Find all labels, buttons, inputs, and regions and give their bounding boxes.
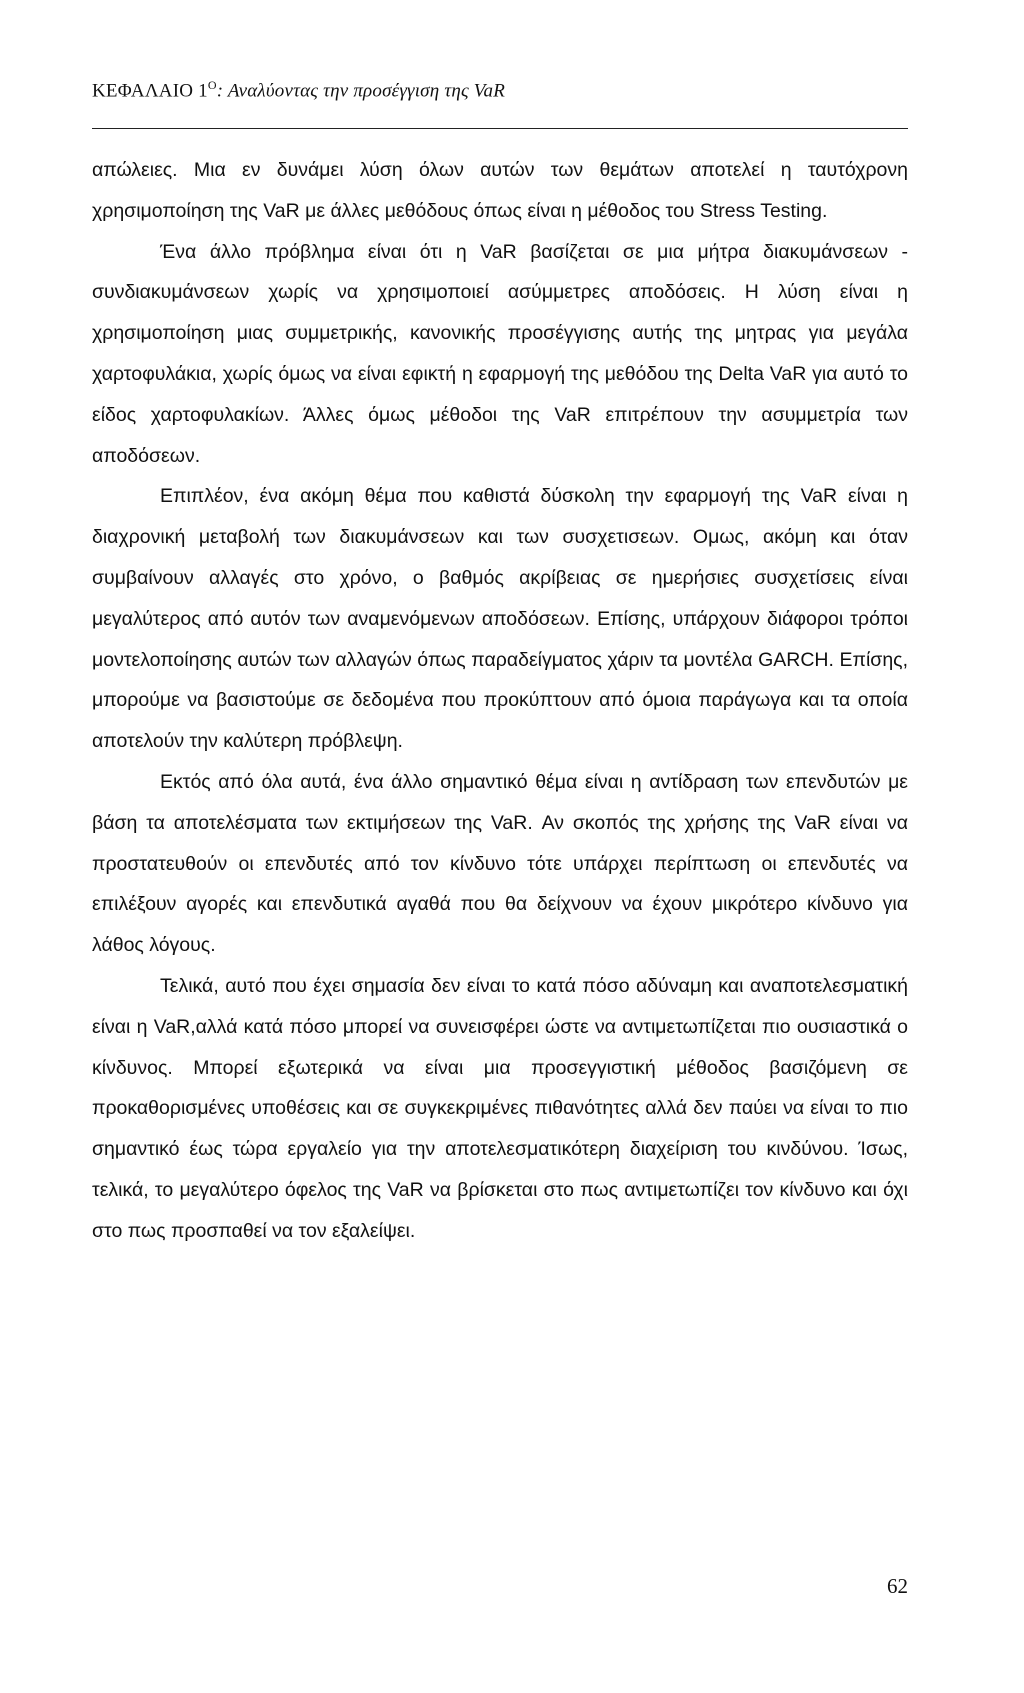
chapter-label: ΚΕΦΑΛΑΙΟ 1 [92, 80, 208, 102]
paragraph-3: Επιπλέον, ένα ακόμη θέμα που καθιστά δύσκολη την εφαρμογή της VaR είναι η διαχρονική μεταβολή των διακυμάνσεων και των συσχετισεων. Ομως, ακόμη και όταν συμβαίνουν αλλαγές στο χρόνο, ο βαθμός ακρίβειας σε ημερήσιες συσχετίσεις είναι μεγαλύτερος από αυτόν των αναμενόμενων αποδόσεων. Επίσης, υπάρχουν διάφοροι τρόποι μοντελοποίησης αυτών των αλλαγών όπως παραδείγματος χάριν τα μοντέλα GARCH. Επίσης, μπορούμε να βασιστούμε σε δεδομένα που προκύπτουν από όμοια παράγωγα και τα οποία αποτελούν την καλύτερη πρόβλεψη. [92, 485, 908, 753]
body-text [92, 150, 908, 1252]
paragraph-4: Εκτός από όλα αυτά, ένα άλλο σημαντικό θέμα είναι η αντίδραση των επενδυτών με βάση τα αποτελέσματα των εκτιμήσεων της VaR. Αν σκοπός της χρήσης της VaR είναι να προστατευθούν οι επενδυτές από τον κίνδυνο τότε υπάρχει περίπτωση οι επενδυτές να επιλέξουν αγορές και επενδυτικά αγαθά που θα δείχνουν να έχουν μικρότερο κίνδυνο για λάθος λόγους. [92, 770, 908, 957]
paragraph-1: απώλειες. Μια εν δυνάμει λύση όλων αυτών των θεμάτων αποτελεί η ταυτόχρονη χρησιμοποίηση της VaR με άλλες μεθόδους όπως είναι η μέθοδος του Stress Testing. [92, 159, 908, 222]
chapter-superscript: Ο [207, 78, 217, 92]
chapter-subtitle: : Αναλύοντας την προσέγγιση της VaR [216, 80, 506, 102]
page-number: 62 [887, 1574, 908, 1598]
header-rule [92, 128, 908, 129]
running-header [92, 78, 505, 102]
paragraph-2: Ένα άλλο πρόβλημα είναι ότι η VaR βασίζεται σε μια μήτρα διακυμάνσεων - συνδιακυμάνσεων χωρίς να χρησιμοποιεί ασύμμετρες αποδόσεις. Η λύση είναι η χρησιμοποίηση μιας συμμετρικής, κανονικής προσέγγισης αυτής της μητρας για μεγάλα χαρτοφυλάκια, χωρίς όμως να είναι εφικτή η εφαρμογή της μεθόδου της Delta VaR για αυτό το είδος χαρτοφυλακίων. Άλλες όμως μέθοδοι της VaR επιτρέπουν την ασυμμετρία των αποδόσεων. [92, 240, 908, 467]
paragraph-5: Τελικά, αυτό που έχει σημασία δεν είναι το κατά πόσο αδύναμη και αναποτελεσματική είναι η VaR,αλλά κατά πόσο μπορεί να συνεισφέρει ώστε να αντιμετωπίζεται πιο ουσιαστικά ο κίνδυνος. Μπορεί εξωτερικά να είναι μια προσεγγιστική μέθοδος βασιζόμενη σε προκαθορισμένες υποθέσεις και σε συγκεκριμένες πιθανότητες αλλά δεν παύει να είναι το πιο σημαντικό έως τώρα εργαλείο για την αποτελεσματικότερη διαχείριση του κινδύνου. Ίσως, τελικά, το μεγαλύτερο όφελος της VaR να βρίσκεται στο πως αντιμετωπίζει τον κίνδυνο και όχι στο πως προσπαθεί να τον εξαλείψει. [92, 974, 908, 1242]
